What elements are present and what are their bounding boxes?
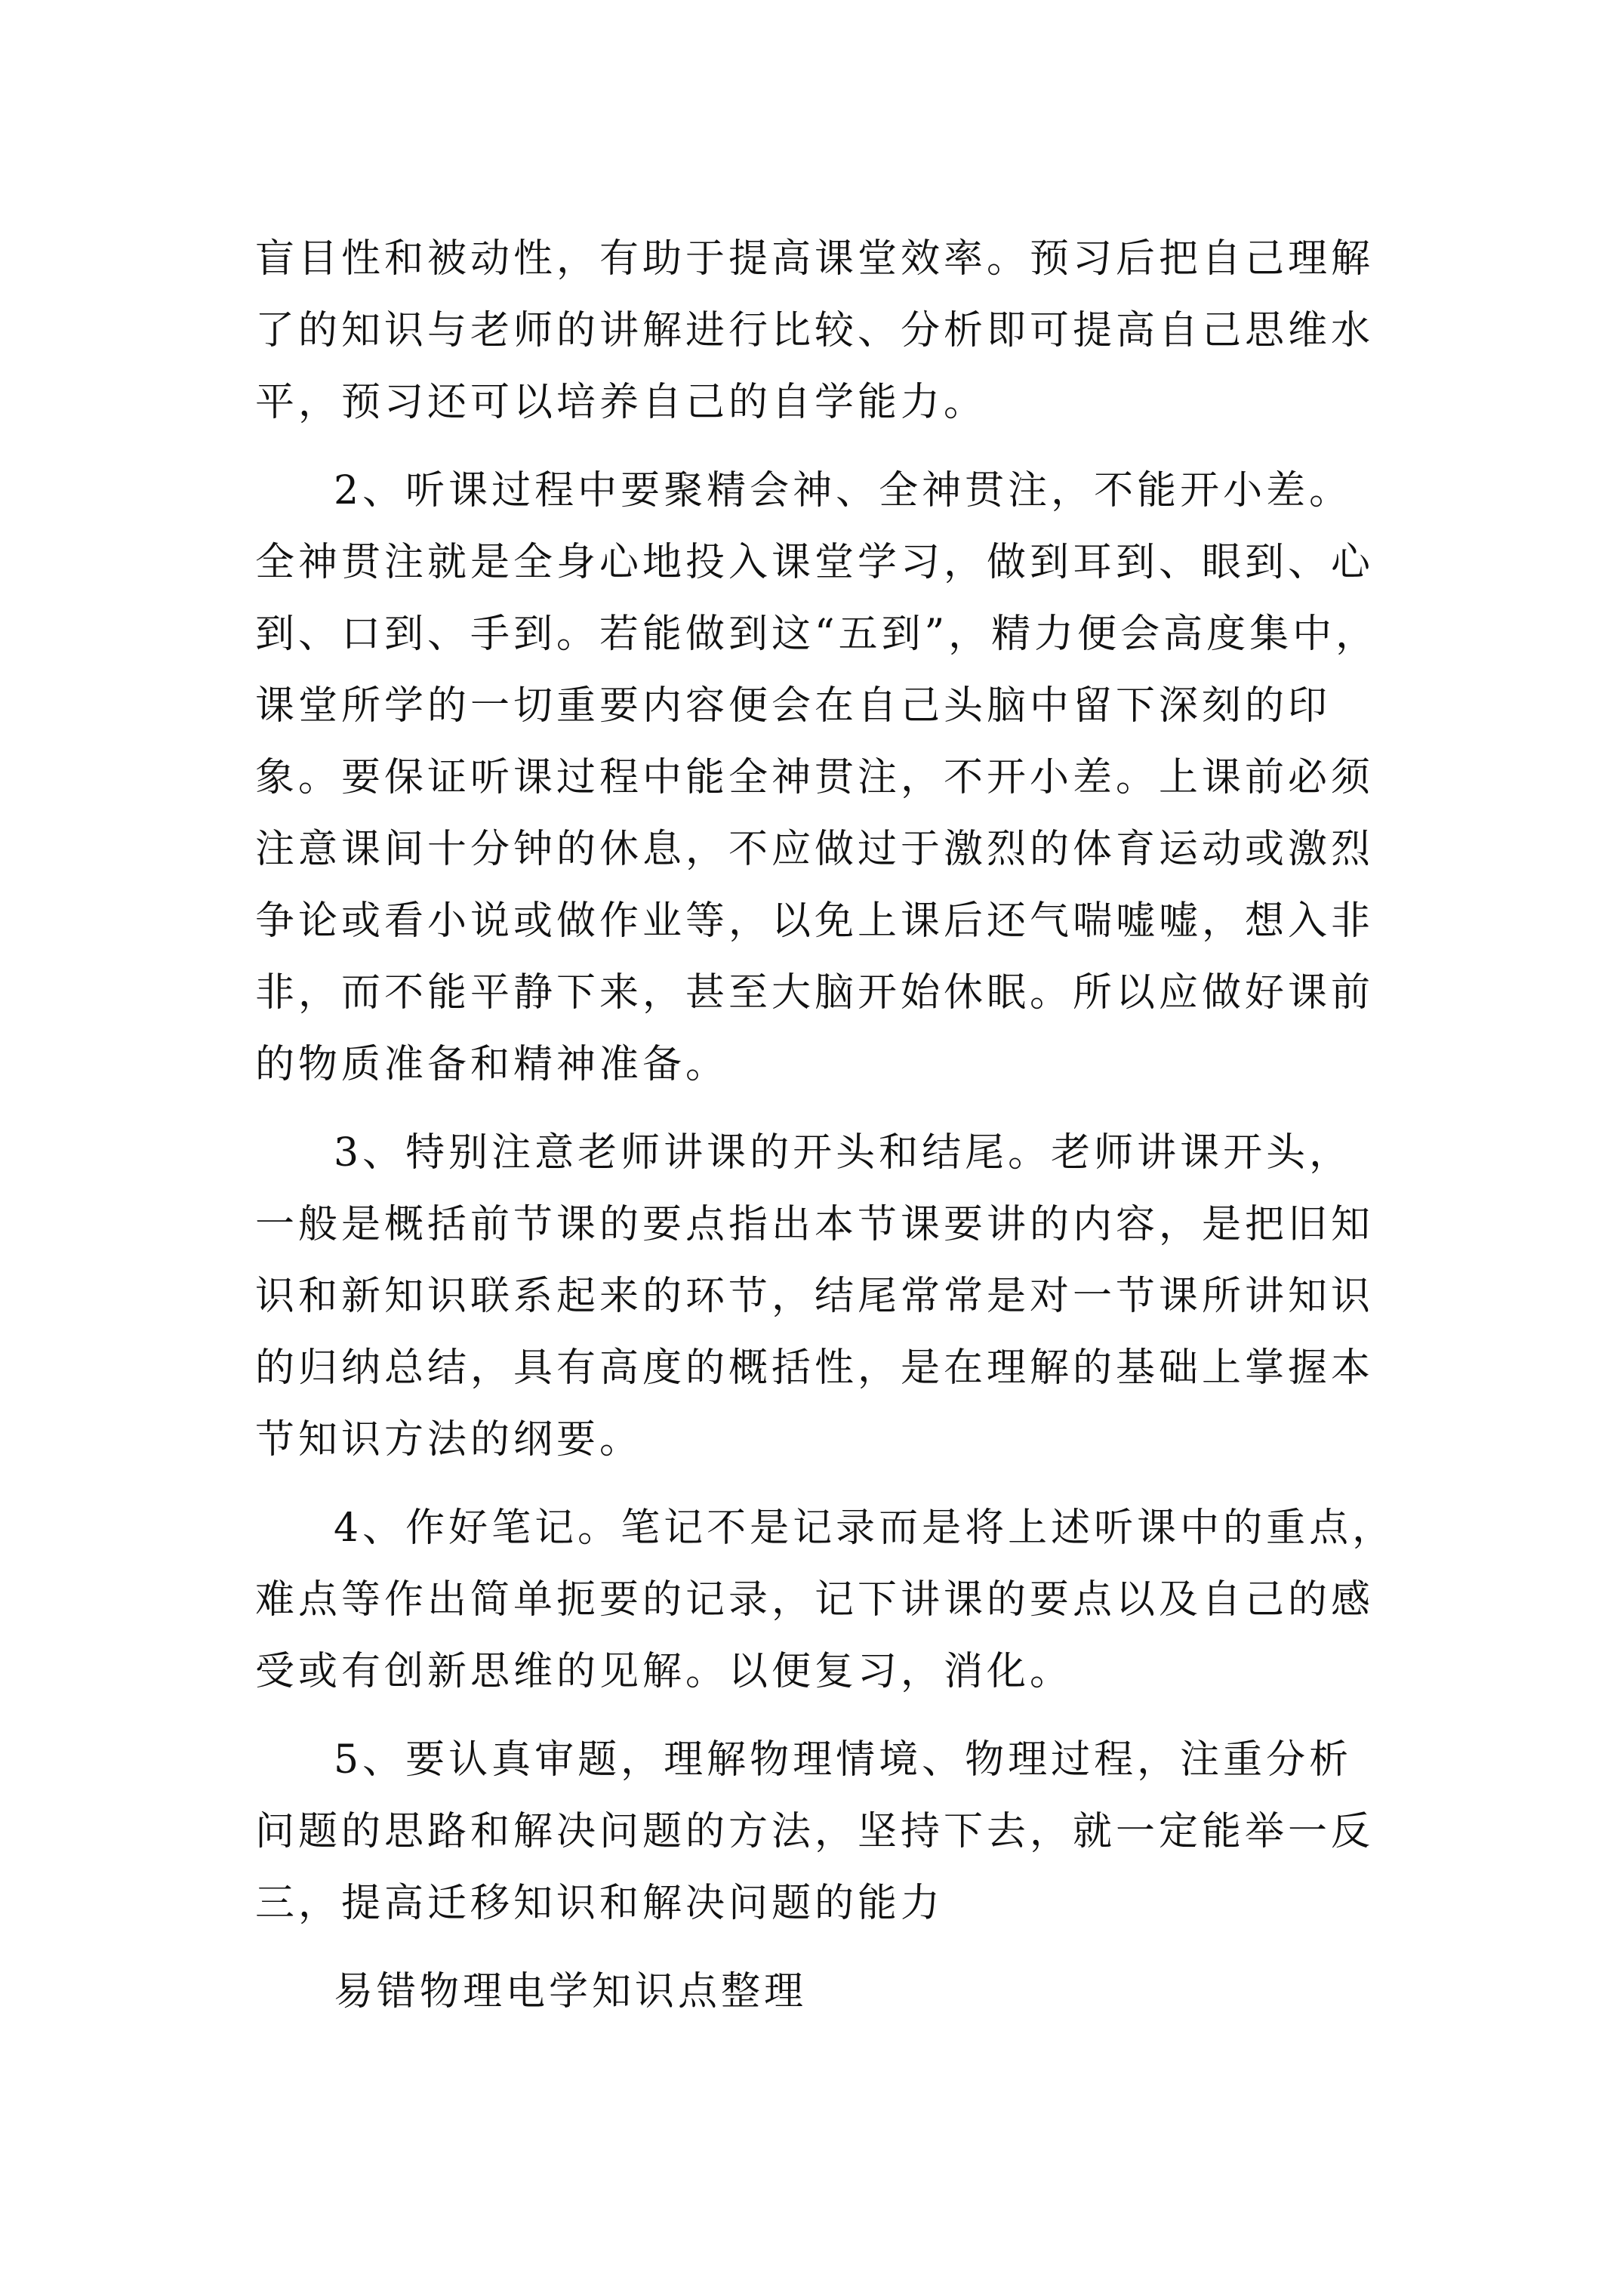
text-line: 到、口到、手到。若能做到这“五到”，精力便会高度集中， bbox=[255, 612, 1379, 657]
text-line: 一般是概括前节课的要点指出本节课要讲的内容，是把旧知 bbox=[255, 1202, 1375, 1247]
text-line: 了的知识与老师的讲解进行比较、分析即可提高自己思维水 bbox=[255, 308, 1375, 353]
section-heading bbox=[255, 1956, 1395, 2028]
paragraph-gap bbox=[255, 1940, 1395, 1956]
text-line: 全神贯注就是全身心地投入课堂学习，做到耳到、眼到、心 bbox=[255, 540, 1375, 585]
text-line: 非，而不能平静下来，甚至大脑开始休眠。所以应做好课前 bbox=[255, 970, 1375, 1015]
text-line: 的归纳总结，具有高度的概括性，是在理解的基础上掌握本 bbox=[255, 1345, 1375, 1391]
text-line: 盲目性和被动性，有助于提高课堂效率。预习后把自己理解 bbox=[255, 236, 1375, 282]
text-line: 2、听课过程中要聚精会神、全神贯注，不能开小差。 bbox=[334, 468, 1353, 513]
paragraph-4 bbox=[255, 1493, 1395, 1708]
text-line: 受或有创新思维的见解。以便复习，消化。 bbox=[255, 1649, 1073, 1694]
paragraph-2 bbox=[255, 455, 1395, 1101]
text-line: 4、作好笔记。笔记不是记录而是将上述听课中的重点， bbox=[334, 1505, 1396, 1551]
text-line: 课堂所学的一切重要内容便会在自己头脑中留下深刻的印 bbox=[255, 683, 1332, 729]
paragraph-5 bbox=[255, 1724, 1395, 1940]
paragraph-gap bbox=[255, 1101, 1395, 1117]
text-line: 识和新知识联系起来的环节，结尾常常是对一节课所讲知识 bbox=[255, 1274, 1375, 1319]
paragraph-3 bbox=[255, 1117, 1395, 1476]
text-line: 5、要认真审题，理解物理情境、物理过程，注重分析 bbox=[334, 1737, 1353, 1783]
text-line: 难点等作出简单扼要的记录，记下讲课的要点以及自己的感 bbox=[255, 1577, 1375, 1623]
paragraph-gap bbox=[255, 1476, 1395, 1493]
paragraph-gap bbox=[255, 439, 1395, 455]
text-line: 三，提高迁移知识和解决问题的能力 bbox=[255, 1881, 944, 1926]
text-line: 问题的思路和解决问题的方法，坚持下去，就一定能举一反 bbox=[255, 1809, 1375, 1854]
text-line: 的物质准备和精神准备。 bbox=[255, 1042, 729, 1087]
paragraph-gap bbox=[255, 1708, 1395, 1724]
text-line: 平，预习还可以培养自己的自学能力。 bbox=[255, 380, 987, 425]
document-body bbox=[255, 223, 1395, 2028]
text-line: 象。要保证听课过程中能全神贯注，不开小差。上课前必须 bbox=[255, 755, 1375, 800]
paragraph-1 bbox=[255, 223, 1395, 439]
text-line: 注意课间十分钟的休息，不应做过于激烈的体育运动或激烈 bbox=[255, 827, 1375, 872]
text-line: 争论或看小说或做作业等，以免上课后还气喘嘘嘘，想入非 bbox=[255, 898, 1375, 944]
heading-text: 易错物理电学知识点整理 bbox=[334, 1969, 808, 2014]
text-line: 3、特别注意老师讲课的开头和结尾。老师讲课开头， bbox=[334, 1130, 1353, 1176]
text-line: 节知识方法的纲要。 bbox=[255, 1417, 643, 1462]
